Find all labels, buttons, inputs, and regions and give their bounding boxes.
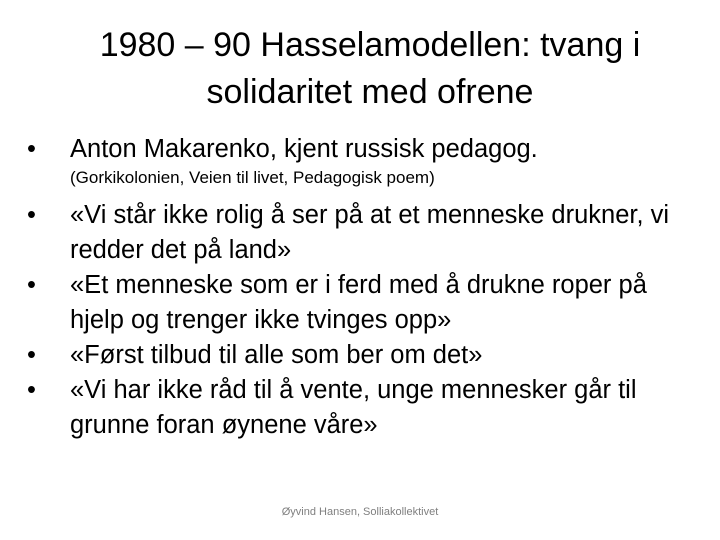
sub-note [27, 167, 697, 189]
bullet-item-quote-2 [27, 268, 697, 338]
bullet-list [27, 132, 697, 443]
bullet-item-quote-1 [27, 198, 697, 268]
bullet-text: «Først tilbud til alle som ber om det» [70, 341, 483, 369]
bullet-icon: • [27, 376, 36, 404]
bullet-icon: • [27, 341, 36, 369]
slide-title [60, 22, 680, 116]
bullet-item-quote-3 [27, 338, 697, 373]
bullet-text: «Vi har ikke råd til å vente, unge mennesker går til grunne foran øynene våre» [70, 376, 637, 439]
slide-title-line-2: solidaritet med ofrene [206, 73, 534, 111]
slide-footer: Øyvind Hansen, Solliakollektivet [281, 506, 439, 518]
bullet-icon: • [27, 271, 36, 299]
bullet-icon: • [27, 135, 36, 163]
bullet-text: «Et menneske som er i ferd med å drukne roper på hjelp og trenger ikke tvinges opp» [70, 271, 647, 334]
bullet-item-makarenko [27, 132, 697, 167]
sub-note-text: (Gorkikolonien, Veien til livet, Pedagogisk poem) [70, 168, 435, 187]
bullet-icon: • [27, 201, 36, 229]
bullet-text: Anton Makarenko, kjent russisk pedagog. [70, 135, 538, 163]
slide-title-line-1: 1980 – 90 Hasselamodellen: tvang i [99, 26, 641, 64]
bullet-item-quote-4 [27, 373, 697, 443]
bullet-text: «Vi står ikke rolig å ser på at et menneske drukner, vi redder det på land» [70, 201, 670, 264]
